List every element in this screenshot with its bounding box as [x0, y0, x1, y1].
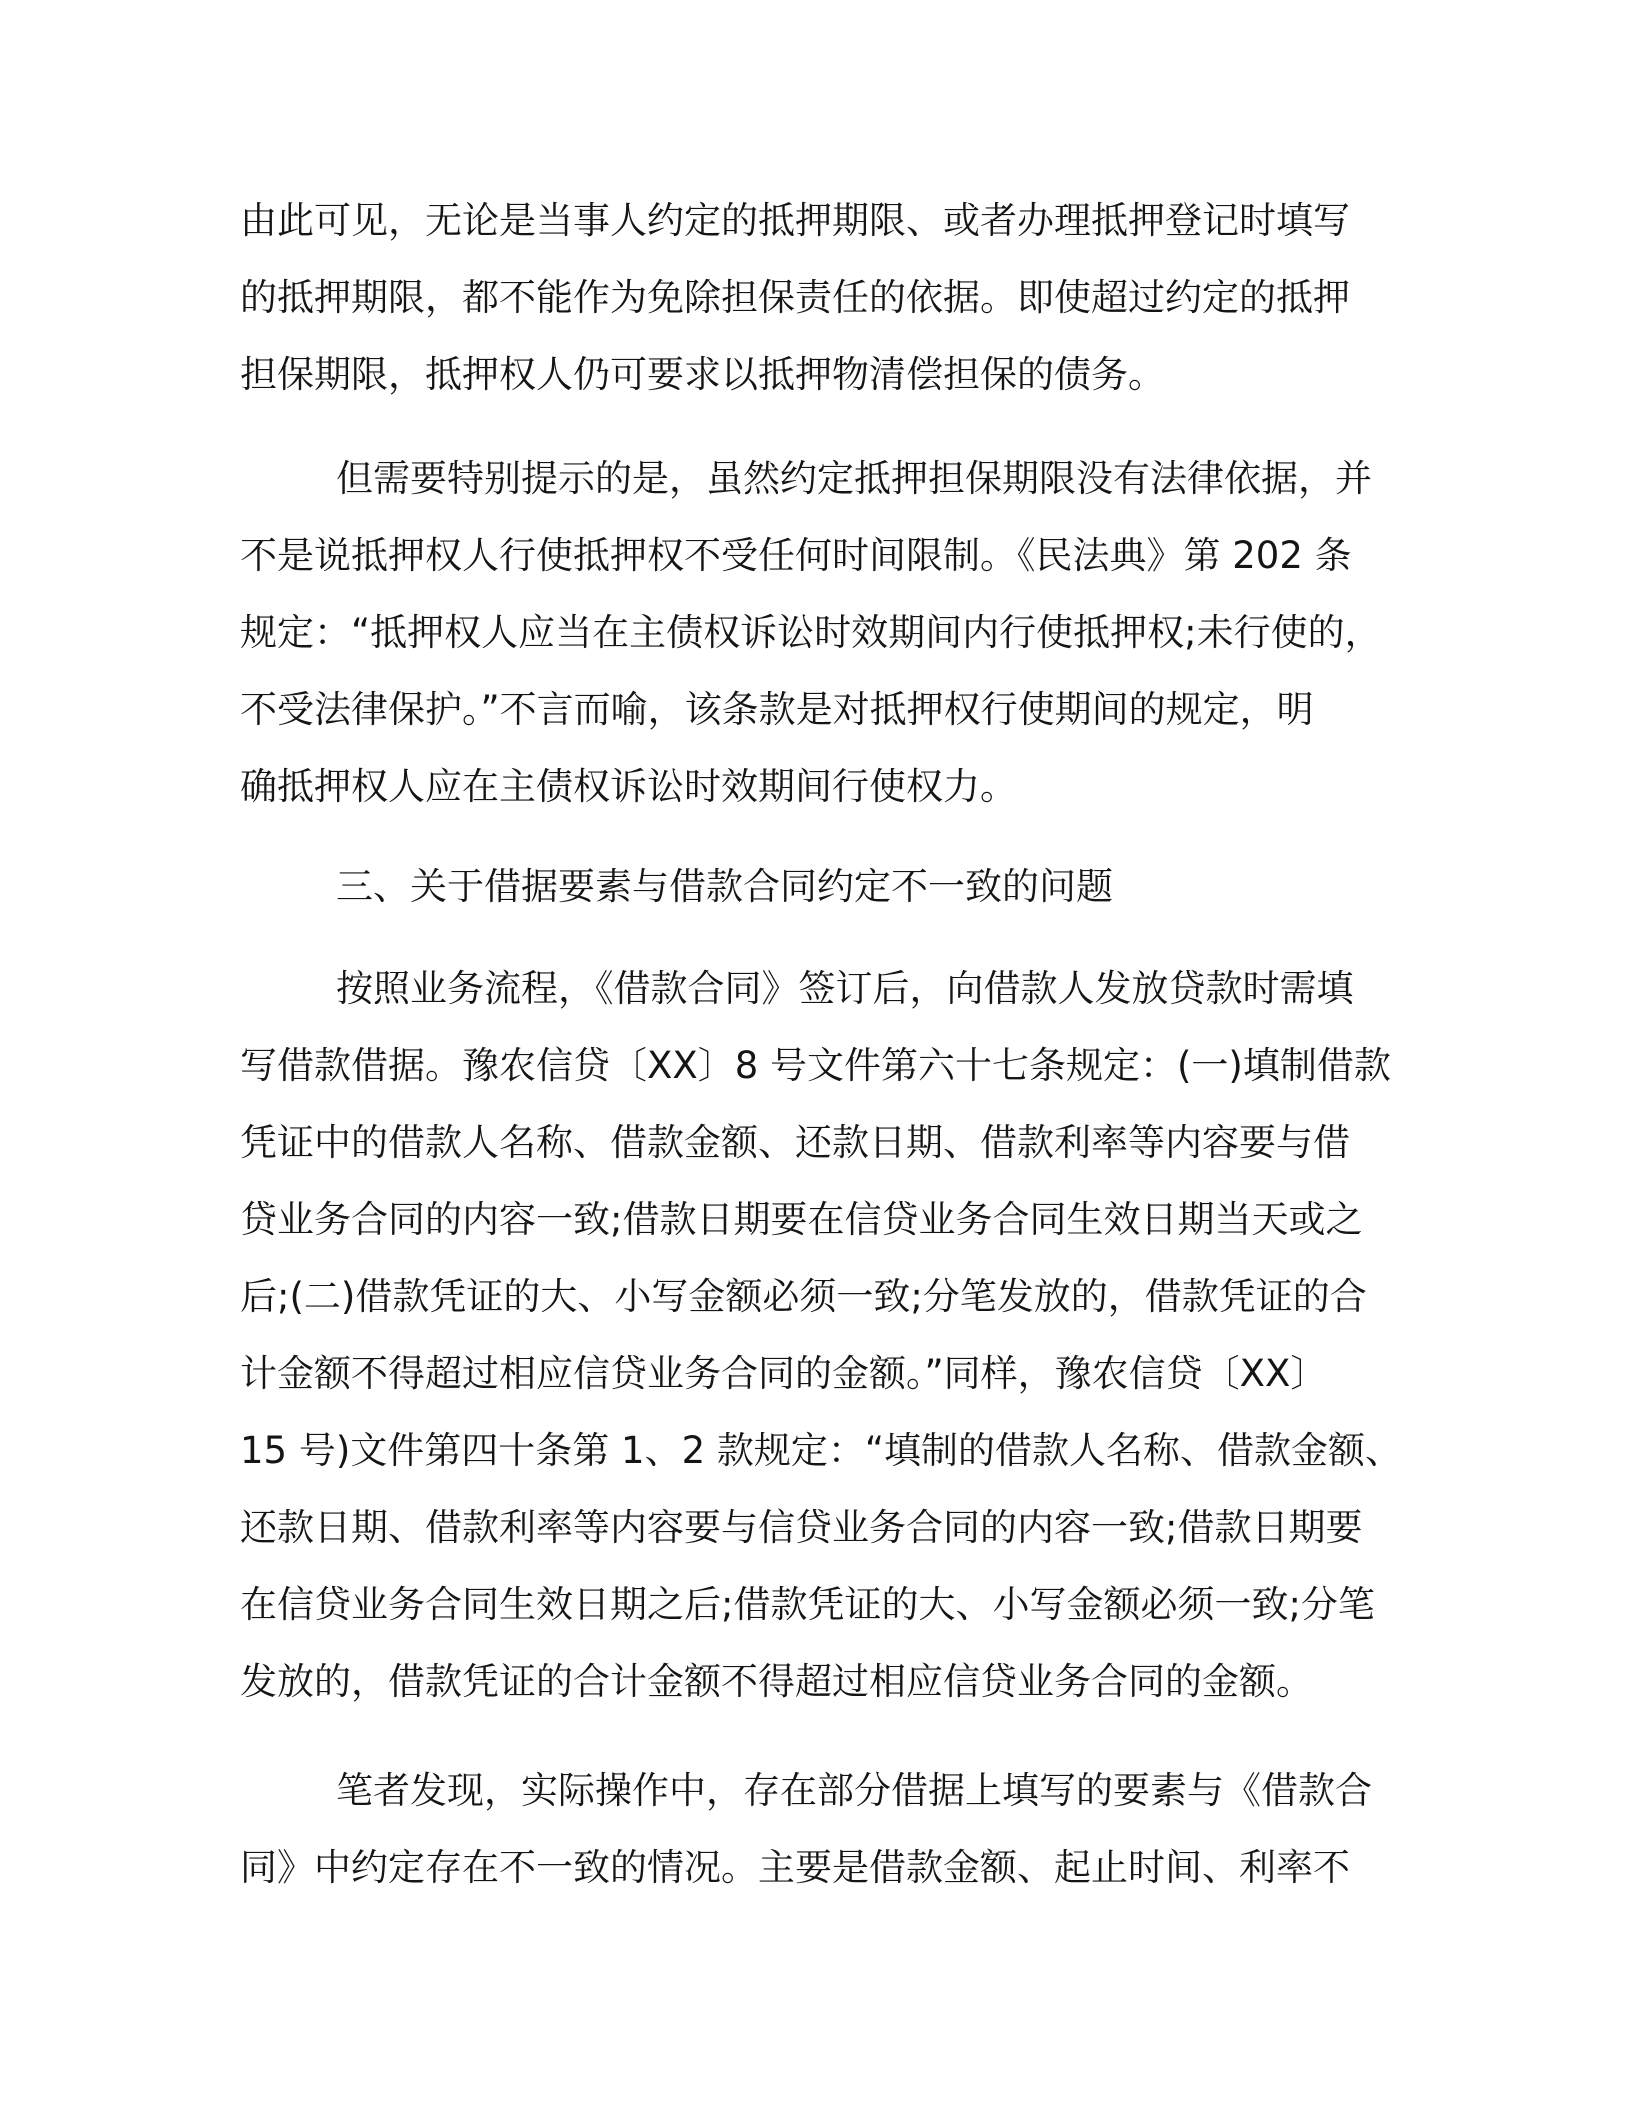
- paragraph-2: [240, 440, 1410, 825]
- paragraph-line: 贷业务合同的内容一致;借款日期要在信贷业务合同生效日期当天或之: [240, 1198, 1363, 1241]
- paragraph-1: [240, 182, 1410, 413]
- paragraph-line: 15 号)文件第四十条第 1、2 款规定：“填制的借款人名称、借款金额、: [240, 1429, 1403, 1472]
- section-heading-text: 三、关于借据要素与借款合同约定不一致的问题: [336, 865, 1113, 908]
- paragraph-line: 不是说抵押权人行使抵押权不受任何时间限制。《民法典》第 202 条: [240, 534, 1352, 577]
- paragraph-line: 的抵押期限，都不能作为免除担保责任的依据。即使超过约定的抵押: [240, 276, 1350, 319]
- paragraph-line: 规定：“抵押权人应当在主债权诉讼时效期间内行使抵押权;未行使的，: [240, 611, 1382, 654]
- paragraph-line: 还款日期、借款利率等内容要与信贷业务合同的内容一致;借款日期要: [240, 1506, 1363, 1549]
- paragraph-line: 后;(二)借款凭证的大、小写金额必须一致;分笔发放的，借款凭证的合: [240, 1275, 1367, 1318]
- paragraph-line: 计金额不得超过相应信贷业务合同的金额。”同样，豫农信贷〔XX〕: [240, 1352, 1328, 1395]
- paragraph-line: 在信贷业务合同生效日期之后;借款凭证的大、小写金额必须一致;分笔: [240, 1583, 1375, 1626]
- paragraph-line: 确抵押权人应在主债权诉讼时效期间行使权力。: [240, 765, 1017, 808]
- paragraph-line: 按照业务流程，《借款合同》签订后，向借款人发放贷款时需填: [336, 967, 1354, 1010]
- paragraph-line: 担保期限，抵押权人仍可要求以抵押物清偿担保的债务。: [240, 353, 1165, 396]
- paragraph-line: 写借款借据。豫农信贷〔XX〕8 号文件第六十七条规定：(一)填制借款: [240, 1044, 1391, 1087]
- paragraph-3: [240, 950, 1410, 1720]
- paragraph-line: 由此可见，无论是当事人约定的抵押期限、或者办理抵押登记时填写: [240, 199, 1350, 242]
- paragraph-4: [240, 1752, 1410, 1906]
- section-heading: [240, 848, 1410, 925]
- paragraph-line: 同》中约定存在不一致的情况。主要是借款金额、起止时间、利率不: [240, 1846, 1350, 1889]
- paragraph-line: 发放的，借款凭证的合计金额不得超过相应信贷业务合同的金额。: [240, 1660, 1313, 1703]
- paragraph-line: 凭证中的借款人名称、借款金额、还款日期、借款利率等内容要与借: [240, 1121, 1350, 1164]
- paragraph-line: 笔者发现，实际操作中，存在部分借据上填写的要素与《借款合: [336, 1769, 1372, 1812]
- paragraph-line: 不受法律保护。”不言而喻，该条款是对抵押权行使期间的规定，明: [240, 688, 1314, 731]
- paragraph-line: 但需要特别提示的是，虽然约定抵押担保期限没有法律依据，并: [336, 457, 1372, 500]
